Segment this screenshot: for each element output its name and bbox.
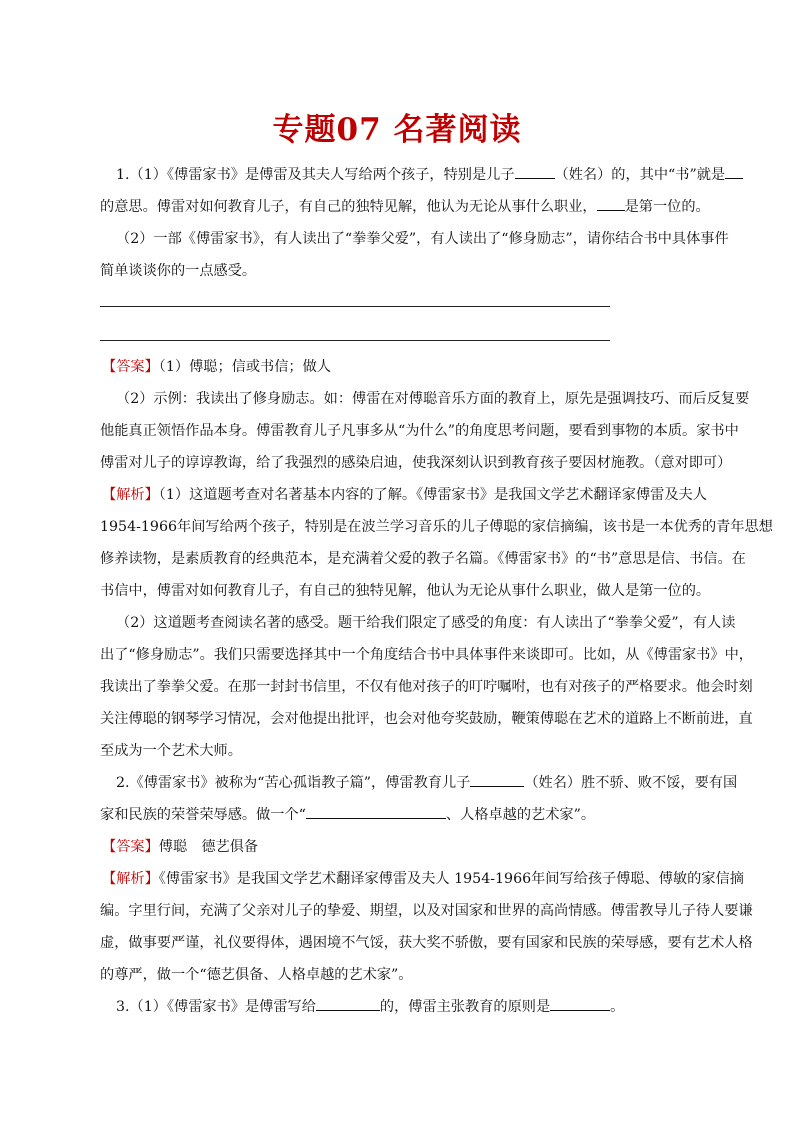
q1-analysis-2-line-5: 至成为一个艺术大师。 (100, 743, 242, 759)
q2-text: 2.《傅雷家书》被称为“苦心孤诣教子篇”，傅雷教育儿子 (116, 775, 471, 791)
q1-analysis-1-line-3: 修养读物，是素质教育的经典范本，是充满着父爱的教子名篇。《傅雷家书》的“书”意思是信、书信。在 (100, 551, 746, 567)
q3-line-1 (116, 997, 624, 1017)
q1-blank-first[interactable] (597, 198, 625, 211)
q3-text: 。 (610, 999, 625, 1015)
q2-text: 、人格卓越的艺术家”。 (445, 807, 596, 823)
q2-analysis-line-4: 的尊严，做一个“德艺俱备、人格卓越的艺术家”。 (100, 967, 413, 983)
q1-text: （姓名）的，其中“书”就是 (554, 167, 726, 183)
q2-analysis-line-1 (102, 869, 744, 889)
q1-answer-2-line-3: 傅雷对儿子的谆谆教诲，给了我强烈的感染启迪，使我深刻认识到教育孩子要因材施教。（意对即可） (100, 455, 732, 471)
q1-analysis-1-line-4: 书信中，傅雷对如何教育儿子，有自己的独特见解，他认为无论从事什么职业，做人是第一位的。 (100, 583, 711, 599)
q1-analysis-1-line-1 (102, 485, 707, 505)
answer-tag: 【答案】 (102, 839, 159, 855)
q2-blank-name[interactable] (470, 774, 524, 787)
q1-line-3: （2）一部《傅雷家书》，有人读出了“拳拳父爱”，有人读出了“修身励志”，请你结合书中具体事件 (116, 231, 729, 247)
answer-write-line-1[interactable] (100, 306, 610, 307)
q2-answer (102, 837, 258, 857)
q1-answer-1 (102, 357, 331, 377)
analysis-tag: 【解析】 (102, 487, 159, 503)
q1-analysis-2-line-2: 出了“修身励志”。我们只需要选择其中一个角度结合书中具体事件来谈即可。比如，从《傅雷家书》中， (100, 647, 753, 663)
q1-text: 是第一位的。 (624, 199, 710, 215)
answer-text: （1）傅聪；信或书信；做人 (158, 359, 331, 375)
analysis-text: （1）这道题考查对名著基本内容的了解。《傅雷家书》是我国文学艺术翻译家傅雷及夫人 (158, 487, 707, 503)
q1-analysis-2-line-4: 关注傅聪的钢琴学习情况，会对他提出批评，也会对他夸奖鼓励，鞭策傅聪在艺术的道路上不断前进，直 (100, 711, 753, 727)
q1-text: 1.（1）《傅雷家书》是傅雷及其夫人写给两个孩子，特别是儿子 (116, 167, 515, 183)
q3-text: 的，傅雷主张教育的原则是 (379, 999, 551, 1015)
q1-blank-book[interactable] (725, 166, 743, 179)
q2-line-1 (116, 773, 737, 793)
q1-blank-name[interactable] (515, 166, 555, 179)
answer-write-line-2[interactable] (100, 340, 610, 341)
q1-analysis-2-line-1: （2）这道题考查阅读名著的感受。题干给我们限定了感受的角度：有人读出了“拳拳父爱”，有人读 (116, 615, 736, 631)
analysis-text: 《傅雷家书》是我国文学艺术翻译家傅雷及夫人 1954-1966年间写给孩子傅聪、傅敏的家信摘 (158, 871, 744, 887)
q3-blank-recipient[interactable] (316, 998, 380, 1011)
q1-answer-2-line-2: 他能真正领悟作品本身。傅雷教育儿子凡事多从“为什么”的角度思考问题，要看到事物的本质。家书中 (100, 423, 739, 439)
page-title: 专题07 名著阅读 (272, 112, 522, 148)
analysis-tag: 【解析】 (102, 871, 159, 887)
q2-analysis-line-2: 编。字里行间，充满了父亲对儿子的挚爱、期望，以及对国家和世界的高尚情感。傅雷教导儿子待人要谦 (100, 903, 753, 919)
q2-text: （姓名）胜不骄、败不馁，要有国 (524, 775, 738, 791)
q2-line-2 (100, 805, 595, 825)
q1-line-1 (116, 165, 743, 185)
q3-text: 3.（1）《傅雷家书》是傅雷写给 (116, 999, 316, 1015)
q1-analysis-1-line-2: 1954-1966年间写给两个孩子，特别是在波兰学习音乐的儿子傅聪的家信摘编，该书是一本优秀的青年思想 (100, 519, 773, 535)
q2-text: 家和民族的荣誉荣辱感。做一个“ (100, 807, 306, 823)
answer-tag: 【答案】 (102, 359, 159, 375)
q1-answer-2-line-1: （2）示例：我读出了修身励志。如：傅雷在对傅聪音乐方面的教育上，原先是强调技巧、而后反复要 (116, 391, 750, 407)
q3-blank-principle[interactable] (550, 998, 610, 1011)
answer-text: 傅聪 德艺俱备 (158, 839, 259, 855)
q1-line-2 (100, 197, 710, 217)
q1-text: 的意思。傅雷对如何教育儿子，有自己的独特见解，他认为无论从事什么职业， (100, 199, 597, 215)
q1-analysis-2-line-3: 我读出了拳拳父爱。在那一封封书信里，不仅有他对孩子的叮咛嘱咐，也有对孩子的严格要求。他会时刻 (100, 679, 753, 695)
q2-blank-phrase[interactable] (306, 806, 446, 819)
q1-line-4: 简单谈谈你的一点感受。 (100, 263, 257, 279)
q2-analysis-line-3: 虚，做事要严谨，礼仪要得体，遇困境不气馁，获大奖不骄傲，要有国家和民族的荣辱感，要有艺术人格 (100, 935, 753, 951)
